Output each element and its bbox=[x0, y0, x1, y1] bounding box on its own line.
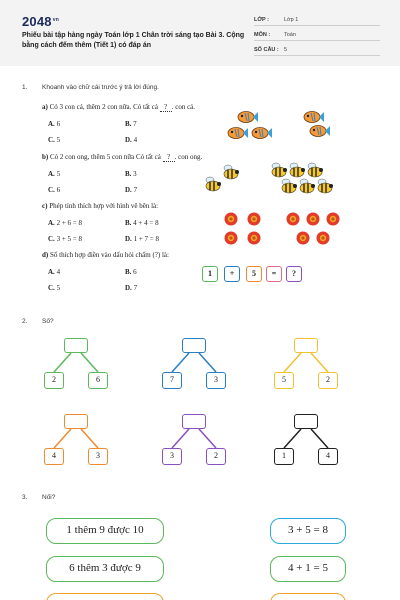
q1b-option-d[interactable]: D. 7 bbox=[125, 186, 138, 194]
bond-answer-box[interactable] bbox=[64, 338, 88, 353]
number-bond bbox=[162, 338, 226, 394]
match-right-item-1[interactable]: 3 + 5 = 8 bbox=[270, 518, 346, 544]
fish-icon bbox=[236, 110, 258, 124]
flower-icon bbox=[247, 231, 261, 245]
bond-right-part: 3 bbox=[88, 448, 108, 465]
q1b-option-a[interactable]: A. 5 bbox=[48, 170, 61, 178]
bond-right-part: 2 bbox=[318, 372, 338, 389]
q1b-stem: b) Có 2 con ong, thêm 5 con nữa Có tất cả ? . con ong. bbox=[42, 153, 203, 161]
bond-answer-box[interactable] bbox=[294, 414, 318, 429]
q1c-option-d[interactable]: D. 1 + 7 = 8 bbox=[125, 235, 159, 243]
q1a-option-d[interactable]: D. 4 bbox=[125, 136, 138, 144]
sequence-box: + bbox=[224, 266, 240, 282]
number-bond bbox=[274, 338, 338, 394]
bond-left-part: 2 bbox=[44, 372, 64, 389]
bee-icon bbox=[280, 178, 298, 194]
match-right-item-2[interactable]: 4 + 1 = 5 bbox=[270, 556, 346, 582]
sequence-box: 1 bbox=[202, 266, 218, 282]
bond-answer-box[interactable] bbox=[294, 338, 318, 353]
q1c-option-b[interactable]: B. 4 + 4 = 8 bbox=[125, 219, 159, 227]
q1b-option-b[interactable]: B. 3 bbox=[125, 170, 137, 178]
bee-icon bbox=[288, 162, 306, 178]
bee-icon bbox=[204, 176, 222, 192]
fish-icon bbox=[302, 110, 324, 124]
q3-instruction: Nối? bbox=[42, 494, 56, 501]
meta-class-key: LỚP : bbox=[254, 17, 269, 23]
bond-left-part: 4 bbox=[44, 448, 64, 465]
flower-icon bbox=[306, 212, 320, 226]
q1c-option-a[interactable]: A. 2 + 6 = 8 bbox=[48, 219, 82, 227]
q1d-option-a[interactable]: A. 4 bbox=[48, 268, 61, 276]
match-left-item-1[interactable]: 1 thêm 9 được 10 bbox=[46, 518, 164, 544]
q1c-option-c[interactable]: C. 3 + 5 = 8 bbox=[48, 235, 82, 243]
q1a-option-b[interactable]: B. 7 bbox=[125, 120, 137, 128]
flower-icon bbox=[316, 231, 330, 245]
number-bond bbox=[44, 414, 108, 470]
number-bond bbox=[274, 414, 338, 470]
meta-subject-key: MÔN : bbox=[254, 32, 271, 38]
sequence-box: ? bbox=[286, 266, 302, 282]
q2-instruction: Số? bbox=[42, 318, 54, 325]
bond-left-part: 1 bbox=[274, 448, 294, 465]
bee-icon bbox=[316, 178, 334, 194]
flower-icon bbox=[224, 212, 238, 226]
flower-icon bbox=[326, 212, 340, 226]
meta-count-row bbox=[254, 46, 380, 56]
meta-count-key: SỐ CÂU : bbox=[254, 47, 279, 53]
q2-number: 2. bbox=[22, 318, 28, 325]
match-right-item-3[interactable] bbox=[270, 593, 346, 600]
sequence-box: 5 bbox=[246, 266, 262, 282]
bond-answer-box[interactable] bbox=[182, 338, 206, 353]
worksheet-header bbox=[0, 0, 400, 66]
meta-class-row bbox=[254, 16, 380, 26]
meta-subject-row bbox=[254, 31, 380, 41]
q1d-option-b[interactable]: B. 6 bbox=[125, 268, 137, 276]
bond-right-part: 3 bbox=[206, 372, 226, 389]
q1c-stem: c) Phép tính thích hợp với hình vẽ bên là: bbox=[42, 202, 159, 210]
site-logo[interactable]: $2048^{vn}$ bbox=[22, 14, 59, 29]
q1d-option-c[interactable]: C. 5 bbox=[48, 284, 61, 292]
q1a-option-c[interactable]: C. 5 bbox=[48, 136, 61, 144]
match-left-item-2[interactable]: 6 thêm 3 được 9 bbox=[46, 556, 164, 582]
bond-left-part: 7 bbox=[162, 372, 182, 389]
bond-right-part: 2 bbox=[206, 448, 226, 465]
bee-icon bbox=[306, 162, 324, 178]
bond-right-part: 4 bbox=[318, 448, 338, 465]
q1a-stem: a) Có 3 con cá, thêm 2 con nữa. Có tất cả ? . con cá. bbox=[42, 103, 196, 111]
meta-class-value: Lớp 1 bbox=[284, 17, 299, 23]
q1d-option-d[interactable]: D. 7 bbox=[125, 284, 138, 292]
q1-instruction: Khoanh vào chữ cái trước ý trả lời đúng. bbox=[42, 84, 159, 91]
meta-count-value: 5 bbox=[284, 47, 288, 53]
meta-subject-value: Toán bbox=[284, 32, 296, 38]
flower-icon bbox=[296, 231, 310, 245]
fish-icon bbox=[308, 124, 330, 138]
bond-answer-box[interactable] bbox=[182, 414, 206, 429]
q1-number: 1. bbox=[22, 84, 28, 91]
fish-icon bbox=[250, 126, 272, 140]
bee-icon bbox=[222, 164, 240, 180]
match-left-item-3[interactable] bbox=[46, 593, 164, 600]
q1b-option-c[interactable]: C. 6 bbox=[48, 186, 61, 194]
bond-answer-box[interactable] bbox=[64, 414, 88, 429]
bond-left-part: 3 bbox=[162, 448, 182, 465]
fish-icon bbox=[226, 126, 248, 140]
flower-icon bbox=[286, 212, 300, 226]
flower-icon bbox=[247, 212, 261, 226]
bee-icon bbox=[298, 178, 316, 194]
q1d-stem: d) Số thích hợp điền vào dấu hỏi chấm (?) là: bbox=[42, 251, 169, 259]
number-bond bbox=[44, 338, 108, 394]
bee-icon bbox=[270, 162, 288, 178]
bond-right-part: 6 bbox=[88, 372, 108, 389]
sequence-box: = bbox=[266, 266, 282, 282]
q1a-option-a[interactable]: A. 6 bbox=[48, 120, 61, 128]
flower-icon bbox=[224, 231, 238, 245]
number-bond bbox=[162, 414, 226, 470]
worksheet-title: Phiếu bài tập hàng ngày Toán lớp 1 Chân trời sáng tạo Bài 3. Cộng bằng cách đếm thêm (Tiết 1) có đáp án bbox=[22, 32, 245, 49]
q3-number: 3. bbox=[22, 494, 28, 501]
bond-left-part: 5 bbox=[274, 372, 294, 389]
